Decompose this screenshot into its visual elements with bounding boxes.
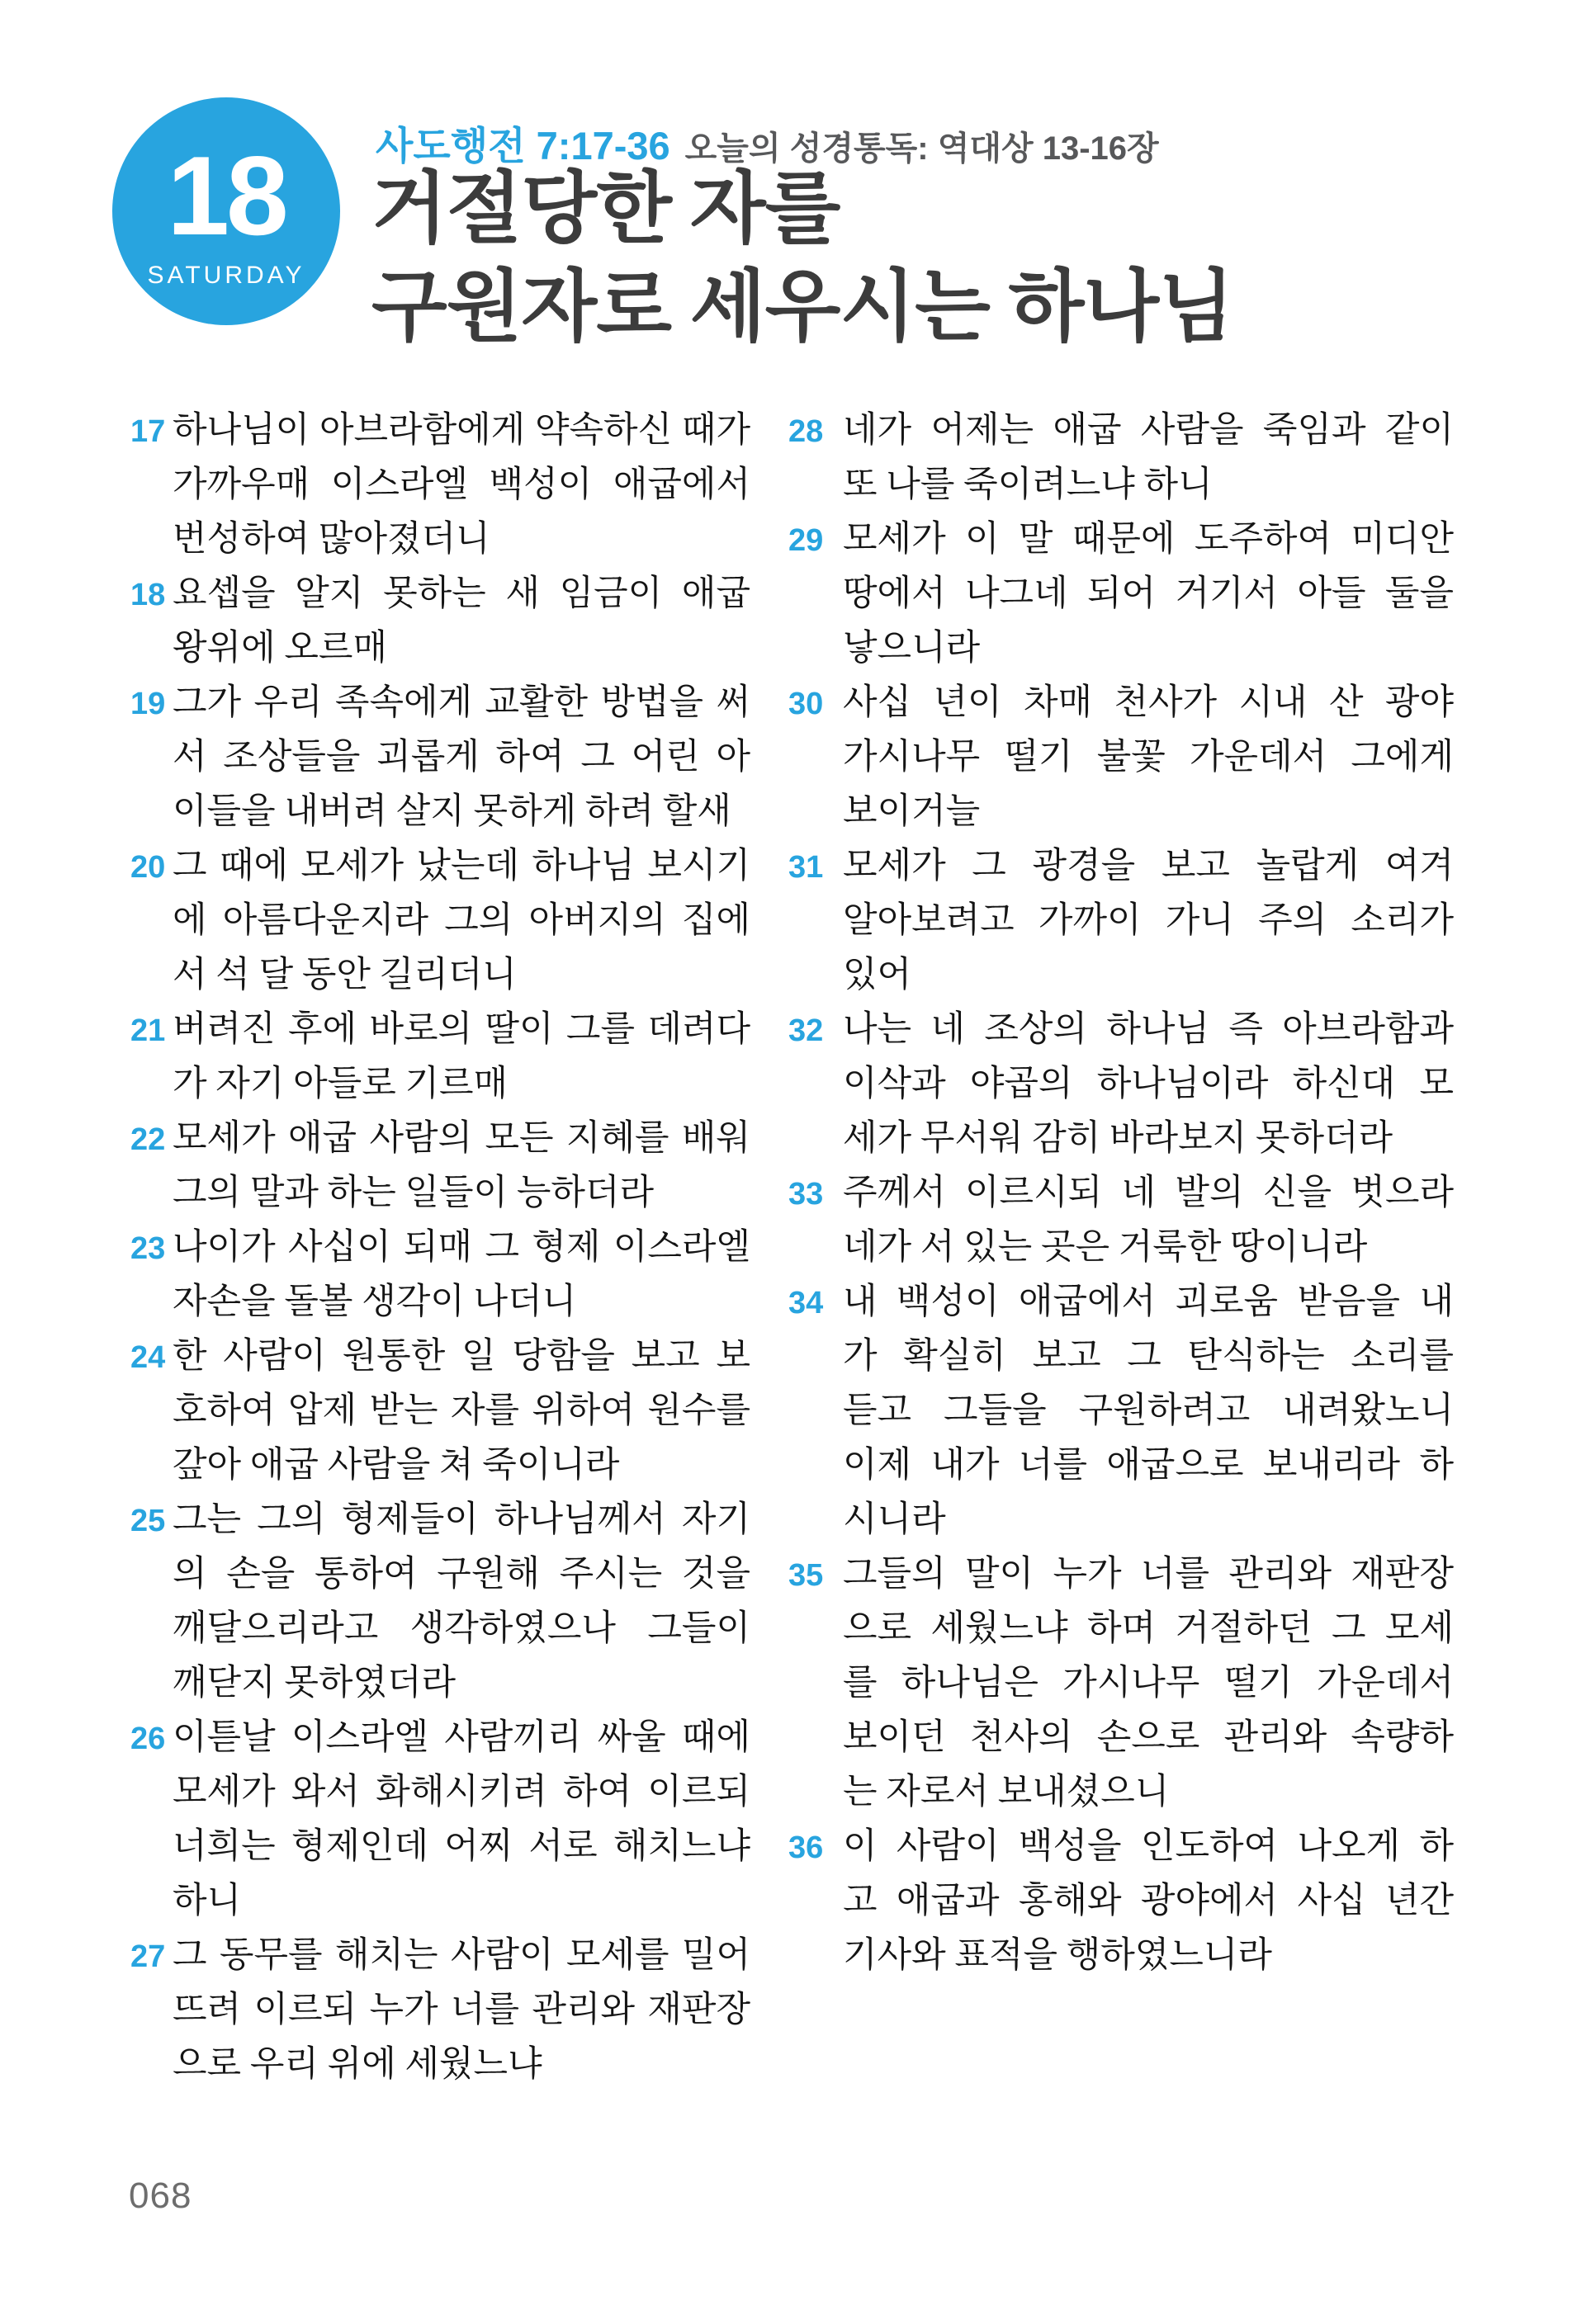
verse-36 — [788, 1820, 1454, 1983]
verse-line: 보이거늘 — [843, 792, 981, 831]
verse-line: 그들의 말이 누가 너를 관리와 재판장 — [843, 1555, 1454, 1594]
verse-34 — [788, 1275, 1454, 1547]
verse-31 — [788, 839, 1454, 1003]
verse-line: 가 확실히 보고 그 탄식하는 소리를 — [843, 1337, 1454, 1376]
passage-reference: 사도행전 7:17-36 — [376, 124, 670, 168]
verse-line: 하나님이 아브라함에게 약속하신 때가 — [173, 411, 750, 450]
verse-line: 가 자기 아들로 기르매 — [173, 1065, 509, 1103]
verse-line: 나는 네 조상의 하나님 즉 아브라함과 — [843, 1010, 1454, 1049]
verse-line: 세가 무서워 감히 바라보지 못하더라 — [843, 1119, 1393, 1158]
verse-line: 에 아름다운지라 그의 아버지의 집에 — [173, 901, 750, 940]
page-title — [371, 160, 1233, 357]
verse-line: 이들을 내버려 살지 못하게 하려 할새 — [173, 792, 731, 831]
verse-line: 이삭과 야곱의 하나님이라 하신대 모 — [843, 1065, 1454, 1103]
verse-line: 그 동무를 해치는 사람이 모세를 밀어 — [173, 1936, 750, 1975]
page-number: 068 — [129, 2175, 192, 2216]
verse-number: 18 — [130, 578, 166, 612]
verse-number: 25 — [130, 1504, 166, 1538]
verse-line: 그의 말과 하는 일들이 능하더라 — [173, 1174, 654, 1212]
verse-line: 또 나를 죽이려느냐 하니 — [843, 465, 1213, 504]
verse-line: 이튿날 이스라엘 사람끼리 싸울 때에 — [173, 1718, 750, 1757]
verse-line: 갚아 애굽 사람을 쳐 죽이니라 — [173, 1446, 620, 1485]
day-number: 18 — [167, 133, 286, 258]
weekday-label: SATURDAY — [147, 262, 305, 289]
verse-line: 기사와 표적을 행하였느니라 — [843, 1936, 1272, 1975]
verse-line: 네가 서 있는 곳은 거룩한 땅이니라 — [843, 1228, 1368, 1267]
verse-17 — [130, 404, 750, 567]
verse-line: 깨닫지 못하였더라 — [173, 1664, 457, 1703]
verse-number: 22 — [130, 1122, 166, 1157]
verse-line: 호하여 압제 받는 자를 위하여 원수를 — [173, 1391, 750, 1430]
verse-line: 고 애굽과 홍해와 광야에서 사십 년간 — [843, 1882, 1454, 1920]
verse-line: 모세가 와서 화해시키려 하여 이르되 — [173, 1773, 750, 1811]
verse-line: 이제 내가 너를 애굽으로 보내리라 하 — [843, 1446, 1454, 1485]
verse-line: 가까우매 이스라엘 백성이 애굽에서 — [173, 465, 750, 504]
verse-27 — [130, 1929, 750, 2092]
verse-line: 사십 년이 차매 천사가 시내 산 광야 — [843, 683, 1454, 722]
verse-number: 28 — [788, 414, 824, 449]
verse-33 — [788, 1166, 1454, 1275]
verse-number: 33 — [788, 1177, 824, 1212]
verse-line: 모세가 이 말 때문에 도주하여 미디안 — [843, 520, 1454, 559]
verse-21 — [130, 1003, 750, 1112]
verse-line: 모세가 애굽 사람의 모든 지혜를 배워 — [173, 1119, 750, 1158]
verse-column-right — [788, 404, 1454, 1983]
verse-line: 이 사람이 백성을 인도하여 나오게 하 — [843, 1827, 1454, 1866]
verse-line: 가시나무 떨기 불꽃 가운데서 그에게 — [843, 738, 1454, 777]
verse-line: 시니라 — [843, 1500, 946, 1539]
verse-number: 34 — [788, 1286, 824, 1320]
verse-line: 버려진 후에 바로의 딸이 그를 데려다 — [173, 1010, 750, 1049]
verse-number: 29 — [788, 523, 824, 558]
verse-23 — [130, 1221, 750, 1330]
verse-26 — [130, 1711, 750, 1929]
verse-line: 왕위에 오르매 — [173, 629, 387, 668]
verse-line: 의 손을 통하여 구원해 주시는 것을 — [173, 1555, 750, 1594]
verse-line: 는 자로서 보내셨으니 — [843, 1773, 1170, 1811]
verse-line: 서 석 달 동안 길리더니 — [173, 956, 517, 994]
verse-number: 32 — [788, 1013, 824, 1048]
verse-line: 있어 — [843, 956, 912, 994]
verse-line: 땅에서 나그네 되어 거기서 아들 둘을 — [843, 574, 1454, 613]
verse-25 — [130, 1493, 750, 1711]
verse-line: 낳으니라 — [843, 629, 981, 668]
verse-35 — [788, 1547, 1454, 1820]
verse-line: 를 하나님은 가시나무 떨기 가운데서 — [843, 1664, 1454, 1703]
verse-line: 보이던 천사의 손으로 관리와 속량하 — [843, 1718, 1454, 1757]
title-line-1: 거절당한 자를 — [371, 165, 840, 253]
verse-line: 너희는 형제인데 어찌 서로 해치느냐 — [173, 1827, 750, 1866]
verse-32 — [788, 1003, 1454, 1166]
verse-line: 네가 어제는 애굽 사람을 죽임과 같이 — [843, 411, 1454, 450]
verse-line: 모세가 그 광경을 보고 놀랍게 여겨 — [843, 847, 1454, 886]
verse-column-left — [130, 404, 750, 2092]
verse-line: 깨달으리라고 생각하였으나 그들이 — [173, 1609, 750, 1648]
verse-line: 서 조상들을 괴롭게 하여 그 어린 아 — [173, 738, 750, 777]
verse-number: 36 — [788, 1830, 824, 1865]
verse-line: 나이가 사십이 되매 그 형제 이스라엘 — [173, 1228, 750, 1267]
verse-number: 27 — [130, 1939, 166, 1974]
verse-line: 으로 세웠느냐 하며 거절하던 그 모세 — [843, 1609, 1454, 1648]
verse-line: 한 사람이 원통한 일 당함을 보고 보 — [173, 1337, 750, 1376]
verse-line: 듣고 그들을 구원하려고 내려왔노니 — [843, 1391, 1454, 1430]
verse-number: 24 — [130, 1340, 166, 1375]
verse-number: 26 — [130, 1722, 166, 1756]
verse-18 — [130, 567, 750, 676]
verse-number: 30 — [788, 687, 824, 721]
title-line-2: 구원자로 세우시는 하나님 — [371, 263, 1233, 351]
verse-line: 주께서 이르시되 네 발의 신을 벗으라 — [843, 1174, 1454, 1212]
verse-line: 요셉을 알지 못하는 새 임금이 애굽 — [173, 574, 750, 613]
verse-line: 자손을 돌볼 생각이 나더니 — [173, 1282, 577, 1321]
day-badge — [112, 97, 340, 325]
verse-20 — [130, 839, 750, 1003]
verse-number: 17 — [130, 414, 166, 449]
verse-number: 23 — [130, 1231, 166, 1266]
verse-line: 내 백성이 애굽에서 괴로움 받음을 내 — [843, 1282, 1454, 1321]
verse-number: 35 — [788, 1558, 824, 1593]
verse-line: 으로 우리 위에 세웠느냐 — [173, 2045, 542, 2084]
verse-line: 그가 우리 족속에게 교활한 방법을 써 — [173, 683, 750, 722]
verse-line: 알아보려고 가까이 가니 주의 소리가 — [843, 901, 1454, 940]
verse-number: 20 — [130, 850, 166, 885]
verse-number: 21 — [130, 1013, 166, 1048]
verse-19 — [130, 676, 750, 839]
verse-line: 하니 — [173, 1882, 242, 1920]
verse-line: 번성하여 많아졌더니 — [173, 520, 490, 559]
verse-line: 그 때에 모세가 났는데 하나님 보시기 — [173, 847, 750, 886]
verse-24 — [130, 1330, 750, 1493]
verse-30 — [788, 676, 1454, 839]
verse-line: 뜨려 이르되 누가 너를 관리와 재판장 — [173, 1991, 750, 2029]
verse-29 — [788, 513, 1454, 676]
verse-number: 31 — [788, 850, 824, 885]
verse-line: 그는 그의 형제들이 하나님께서 자기 — [173, 1500, 750, 1539]
verse-number: 19 — [130, 687, 166, 721]
verse-28 — [788, 404, 1454, 513]
verse-22 — [130, 1112, 750, 1221]
daily-reading-label: 오늘의 성경통독: 역대상 13-16장 — [684, 130, 1159, 167]
